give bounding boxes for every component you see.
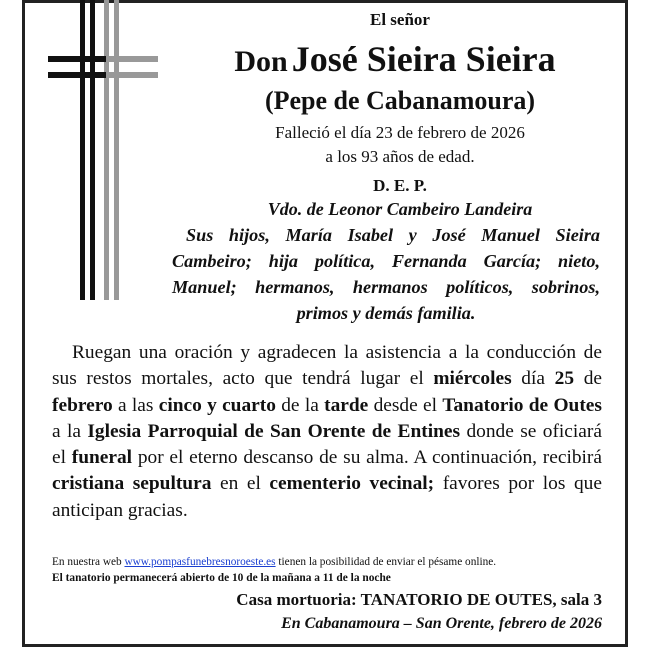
death-date: Falleció el día 23 de febrero de 2026 xyxy=(275,123,525,142)
details-text: día xyxy=(521,368,545,390)
part-of-day: tarde xyxy=(324,394,369,416)
honorific: Don xyxy=(234,45,288,78)
burial-word: cristiana sepultura xyxy=(52,473,212,495)
intro-text: El señor xyxy=(370,10,430,29)
deceased-name xyxy=(160,38,630,80)
origin-place: Tanatorio de Outes xyxy=(442,394,602,416)
latin-cross-icon xyxy=(0,0,160,300)
details-text: a la xyxy=(52,420,81,442)
funeral-home: Casa mortuoria: TANATORIO DE OUTES, sala 3 xyxy=(236,590,602,609)
details-text: Ruegan una oración y agradecen la asistencia a la conducción de sus restos mortales, acto que tendrá lugar el xyxy=(52,342,602,390)
web-note-prefix: En nuestra web xyxy=(52,556,122,568)
place-date: En Cabanamoura – San Orente, febrero de 2026 xyxy=(281,615,602,632)
widower-line: Vdo. de Leonor Cambeiro Landeira xyxy=(267,199,533,219)
details-text: donde se oficiará el xyxy=(52,420,602,469)
details-text: en el xyxy=(219,473,261,495)
web-note xyxy=(52,556,612,568)
frame-bottom xyxy=(22,644,628,647)
full-name: José Sieira Sieira xyxy=(291,39,556,79)
opening-hours: El tanatorio permanecerá abierto de 10 de la mañana a 11 de la noche xyxy=(52,572,391,584)
cemetery-name: cementerio vecinal; xyxy=(269,473,435,495)
details-text: desde el xyxy=(373,394,438,416)
details-text: de la xyxy=(281,394,319,416)
funeral-time: cinco y cuarto xyxy=(158,394,276,416)
funeral-month: febrero xyxy=(52,394,113,416)
dep-text: D. E. P. xyxy=(373,176,427,195)
website-link[interactable]: www.pompasfunebresnoroeste.es xyxy=(124,556,276,568)
details-text: de xyxy=(583,368,603,390)
funeral-word: funeral xyxy=(71,447,133,469)
details-text: por el eterno descanso de su alma. A continuación, recibirá xyxy=(137,447,602,469)
church-name: Iglesia Parroquial de San Orente de Entines xyxy=(87,420,461,442)
details-text: a las xyxy=(117,394,154,416)
funeral-date: 25 xyxy=(554,368,575,390)
family-members: Sus hijos, María Isabel y José Manuel Sieira Cambeiro; hija política, Fernanda García; nieto, Manuel; hermanos, hermanos políticos, sobrinos, primos y demás familia. xyxy=(172,225,600,323)
age: a los 93 años de edad. xyxy=(325,147,475,166)
funeral-details xyxy=(52,340,602,524)
nickname: (Pepe de Cabanamoura) xyxy=(264,86,536,115)
web-note-suffix: tienen la posibilidad de enviar el pésame online. xyxy=(278,556,497,568)
details-text: favores por los que anticipan gracias. xyxy=(52,473,602,521)
funeral-day: miércoles xyxy=(433,368,512,390)
